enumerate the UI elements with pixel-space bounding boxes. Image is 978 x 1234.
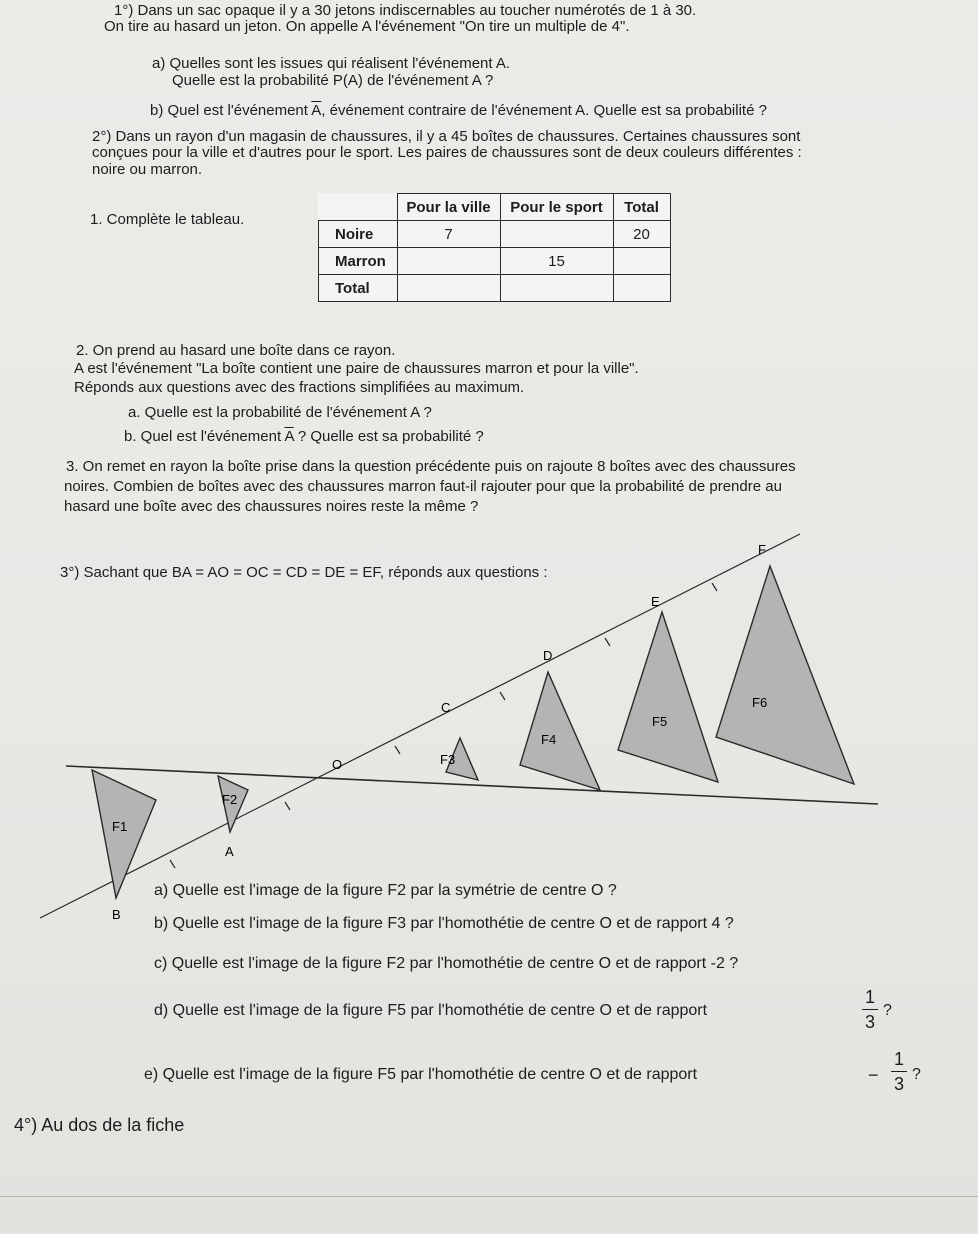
- q1-b: [150, 102, 767, 120]
- q2-p2-line2: A est l'événement "La boîte contient une paire de chaussures marron et pour la ville".: [74, 360, 639, 377]
- q3-e-question-mark: ?: [912, 1066, 921, 1083]
- q3-e: e) Quelle est l'image de la figure F5 par l'homothétie de centre O et de rapport: [144, 1066, 698, 1083]
- figure-label-f5: F5: [652, 714, 668, 729]
- table-cell[interactable]: 15: [500, 248, 613, 275]
- q1-intro-line1: 1°) Dans un sac opaque il y a 30 jetons indiscernables au toucher numérotés de 1 à 30.: [114, 2, 697, 19]
- table-row: [319, 248, 671, 275]
- figure-label-f2: F2: [222, 792, 238, 807]
- q3-b: b) Quelle est l'image de la figure F3 par l'homothétie de centre O et de rapport 4 ?: [154, 915, 734, 932]
- point-label-o: O: [332, 757, 343, 772]
- table-cell[interactable]: 7: [397, 221, 500, 248]
- table-row: [319, 221, 671, 248]
- q1-b-post: , événement contraire de l'événement A. Quelle est sa probabilité ?: [321, 102, 767, 119]
- q3-intro: 3°) Sachant que BA = AO = OC = CD = DE = EF, réponds aux questions :: [60, 564, 548, 581]
- figure-label-f1: F1: [112, 819, 128, 834]
- q3-e-numerator: 1: [893, 1049, 904, 1069]
- q2-p2-line3: Réponds aux questions avec des fractions simplifiées au maximum.: [74, 379, 525, 396]
- table-cell[interactable]: [397, 275, 500, 302]
- figure-f5: [618, 612, 718, 782]
- q2-intro-line2: conçues pour la ville et d'autres pour le sport. Les paires de chaussures sont de deux couleurs différentes :: [92, 144, 802, 161]
- q2-intro-line3: noire ou marron.: [92, 161, 203, 178]
- point-label-c: C: [441, 700, 451, 715]
- q1-intro-line2: On tire au hasard un jeton. On appelle A l'événement "On tire un multiple de 4".: [104, 18, 630, 35]
- q2-p2-b-bar: $\overline{A}$: [284, 428, 294, 445]
- q2-p2-a: a. Quelle est la probabilité de l'événement A ?: [128, 404, 432, 421]
- q1-a-line2: Quelle est la probabilité P(A) de l'événement A ?: [172, 72, 494, 89]
- figure-f4: [520, 672, 600, 790]
- table-corner: [319, 194, 398, 221]
- q2-p2-b-post: ? Quelle est sa probabilité ?: [293, 428, 484, 445]
- table-row: [319, 275, 671, 302]
- table-row-header: Noire: [319, 221, 398, 248]
- q1-b-bar: $\overline{A}$: [311, 102, 322, 119]
- q3-e-minus: −: [868, 1065, 879, 1085]
- q2-p2-line1: 2. On prend au hasard une boîte dans ce rayon.: [76, 342, 396, 359]
- table-header-row: [319, 194, 671, 221]
- table-cell[interactable]: [500, 275, 613, 302]
- q3-d-question-mark: ?: [883, 1002, 892, 1019]
- q2-intro-line1: 2°) Dans un rayon d'un magasin de chaussures, il y a 45 boîtes de chaussures. Certaines chaussures sont: [92, 128, 801, 145]
- q2-p2-b: [124, 428, 484, 446]
- table-cell[interactable]: [613, 275, 670, 302]
- table-col-header: Pour le sport: [500, 194, 613, 221]
- q3-e-fraction-bar: [891, 1071, 907, 1072]
- q2-p3-line2: noires. Combien de boîtes avec des chaussures marron faut-il rajouter pour que la probabilité de prendre au: [64, 478, 782, 495]
- q2-p3-line3: hasard une boîte avec des chaussures noires reste la même ?: [64, 498, 479, 515]
- q4-text: 4°) Au dos de la fiche: [14, 1115, 185, 1135]
- q2-p3-line1: 3. On remet en rayon la boîte prise dans la question précédente puis on rajoute 8 boîtes avec des chaussures: [66, 458, 796, 475]
- q3-a: a) Quelle est l'image de la figure F2 par la symétrie de centre O ?: [154, 882, 617, 899]
- page-edge-line: [0, 1196, 978, 1197]
- table-cell[interactable]: [397, 248, 500, 275]
- figure-label-f6: F6: [752, 695, 768, 710]
- q2-p2-b-pre: b. Quel est l'événement: [124, 428, 285, 445]
- figure-label-f4: F4: [541, 732, 557, 747]
- table-row-header: Total: [319, 275, 398, 302]
- homothety-figure: [0, 520, 978, 940]
- table-cell[interactable]: [613, 248, 670, 275]
- table-row-header: Marron: [319, 248, 398, 275]
- q3-d-fraction: [862, 987, 878, 1032]
- q3-d-fraction-bar: [862, 1009, 878, 1010]
- shoe-table: [318, 193, 671, 302]
- table-col-header: Pour la ville: [397, 194, 500, 221]
- q3-e-denominator: 3: [893, 1074, 904, 1094]
- q1-b-pre: b) Quel est l'événement: [150, 102, 312, 119]
- table-col-header: Total: [613, 194, 670, 221]
- point-label-d: D: [543, 648, 553, 663]
- point-label-b: B: [112, 907, 121, 922]
- q3-e-fraction: [891, 1049, 907, 1094]
- figure-label-f3: F3: [440, 752, 456, 767]
- point-label-a: A: [225, 844, 234, 859]
- q3-d: d) Quelle est l'image de la figure F5 par l'homothétie de centre O et de rapport: [154, 1002, 708, 1019]
- q3-d-numerator: 1: [864, 987, 875, 1007]
- point-label-e: E: [651, 594, 660, 609]
- q1-a-line1: a) Quelles sont les issues qui réalisent l'événement A.: [152, 55, 511, 72]
- point-label-f: F: [758, 542, 766, 557]
- table-cell[interactable]: 20: [613, 221, 670, 248]
- figure-f1: [92, 770, 156, 898]
- figure-f6: [716, 566, 854, 784]
- q3-d-denominator: 3: [864, 1012, 875, 1032]
- table-cell[interactable]: [500, 221, 613, 248]
- q2-complete-instruction: 1. Complète le tableau.: [90, 211, 245, 228]
- q3-c: c) Quelle est l'image de la figure F2 par l'homothétie de centre O et de rapport -2 ?: [154, 955, 739, 972]
